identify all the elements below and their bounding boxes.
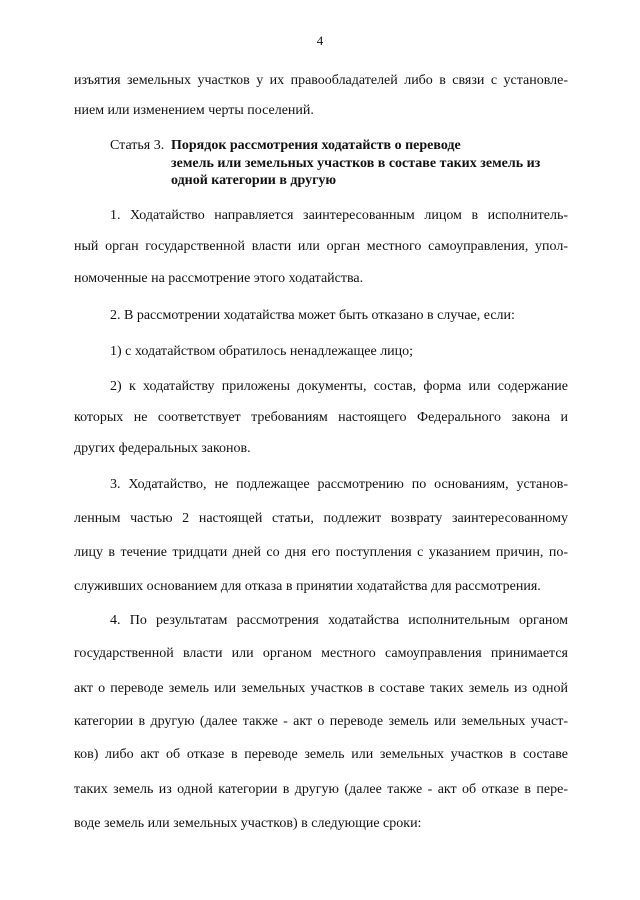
article-title-line: земель или земельных участков в составе таких земель из [171, 156, 541, 171]
text-line: ков) либо акт об отказе в переводе земель или земельных участков в составе [74, 747, 568, 762]
text-line: акт о переводе земель или земельных участков в составе таких земель из одной [74, 681, 568, 696]
text-line: служивших основанием для отказа в принятии ходатайства для рассмотрения. [74, 579, 541, 594]
text-line: таких земель из одной категории в другую (далее также - акт об отказе в пере- [74, 782, 568, 797]
text-line: 1. Ходатайство направляется заинтересованным лицом в исполнитель- [110, 208, 568, 223]
text-line: изъятия земельных участков у их правообладателей либо в связи с установле- [74, 73, 568, 88]
text-line: 3. Ходатайство, не подлежащее рассмотрению по основаниям, установ- [110, 477, 568, 492]
text-line: ный орган государственной власти или орган местного самоуправления, упол- [74, 239, 568, 254]
text-line: воде земель или земельных участков) в следующие сроки: [74, 816, 422, 831]
text-line: 1) с ходатайством обратилось ненадлежащее лицо; [110, 344, 414, 359]
text-line: нием или изменением черты поселений. [74, 103, 314, 118]
text-line: ленным частью 2 настоящей статьи, подлежит возврату заинтересованному [74, 511, 568, 526]
page-number: 4 [316, 33, 324, 48]
article-title-line: одной категории в другую [171, 173, 337, 188]
text-line: лицу в течение тридцати дней со дня его поступления с указанием причин, по- [74, 545, 568, 560]
text-line: категории в другую (далее также - акт о переводе земель или земельных участ- [74, 714, 568, 729]
text-line: 4. По результатам рассмотрения ходатайства исполнительным органом [110, 613, 568, 628]
text-line: 2) к ходатайству приложены документы, состав, форма или содержание [110, 379, 568, 394]
text-line: других федеральных законов. [74, 441, 251, 456]
text-line: государственной власти или органом местного самоуправления принимается [74, 646, 568, 661]
article-title-line: Порядок рассмотрения ходатайств о переводе [171, 138, 461, 153]
text-line: номоченные на рассмотрение этого ходатайства. [74, 271, 364, 286]
text-line: которых не соответствует требованиям настоящего Федерального закона и [74, 410, 568, 425]
article-number: Статья 3. [110, 138, 165, 153]
text-line: 2. В рассмотрении ходатайства может быть отказано в случае, если: [110, 308, 515, 323]
